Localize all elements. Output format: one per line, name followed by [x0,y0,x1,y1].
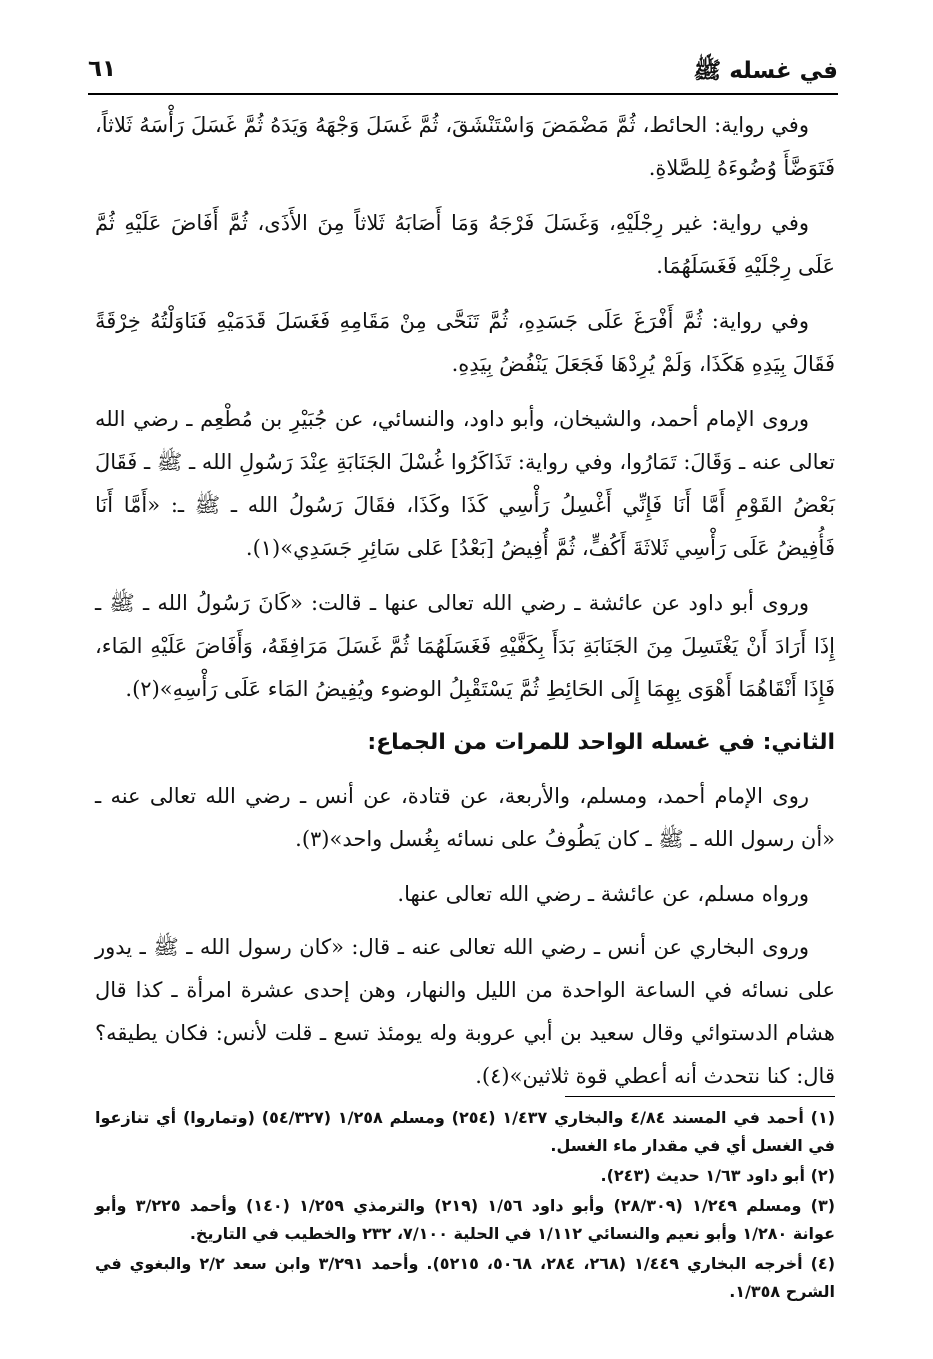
header-rule [88,93,838,95]
paragraph: وروى الإمام أحمد، والشيخان، وأبو داود، والنسائي، عن جُبَيْرِ بن مُطْعِم ـ رضي الله تعالى عنه ـ وَقَالَ: تَمَارُوا، وفي رواية: تَذَاكَرُوا غُسْلَ الجَنَابَةِ عِنْدَ رَسُولِ الله ـ ﷺ ـ فَقَالَ بَعْضُ القَوْمِ أَمَّا أَنَا فَإِنِّي أَغْسِلُ رَأْسِي كَذَا وكَذَا، فقَالَ رَسُولُ الله ـ ﷺ ـ: «أَمَّا أَنَا فَأُفِيضُ عَلَى رَأْسِي ثَلاثَةَ أَكُفٍّ، ثُمَّ أُفِيضُ [بَعْدُ] عَلى سَائِرِ جَسَدِي»(١). [95,407,835,560]
footnotes [95,1104,835,1308]
footnote: (٤) أخرجه البخاري ١/٤٤٩ (٢٦٨، ٢٨٤، ٥٠٦٨، ٥٢١٥). وأحمد ٣/٢٩١ وابن سعد ٢/٢ والبغوي في الشرح ١/٣٥٨. [95,1254,835,1301]
footnote: (٢) أبو داود ١/٦٣ حديث (٢٤٣). [600,1166,835,1185]
paragraph: وروى أبو داود عن عائشة ـ رضي الله تعالى عنها ـ قالت: «كَانَ رَسُولُ الله ـ ﷺ ـ إِذَا أَرَادَ أَنْ يَغْتَسِلَ مِنَ الجَنَابَةِ بَدَأَ بِكَفَّيْهِ فَغَسَلَهُمَا ثُمَّ غَسَلَ مَرَافِقَهُ، وَأَفَاضَ عَلَيْهِ المَاء، فَإِذَا أَنْقَاهُمَا أَهْوَى بِهِمَا إِلَى الحَائِطِ ثُمَّ يَسْتَقْبِلُ الوضوء ويُفِيضُ المَاء عَلَى رَأْسِهِ»(٢). [95,591,835,701]
footnote: (١) أحمد في المسند ٤/٨٤ والبخاري ١/٤٣٧ (٢٥٤) ومسلم ١/٢٥٨ (٥٤/٣٢٧) (وتماروا) أي تنازعوا في الغسل أي في مقدار ماء الغسل. [95,1108,836,1155]
main-text [95,104,835,1110]
footnote: (٣) ومسلم ١/٢٤٩ (٢٨/٣٠٩) وأبو داود ١/٥٦ (٢١٩) والترمذي ١/٢٥٩ (١٤٠) وأحمد ٣/٢٢٥ وأبو عوانة ١/٢٨٠ وأبو نعيم والنسائي ١/١١٢ في الحلية ٧/١٠٠، ٢٣٢ والخطيب في التاريخ. [95,1196,836,1243]
page-header [88,52,838,92]
paragraph: وفي رواية: ثُمَّ أَفْرَغَ عَلَى جَسَدِهِ، ثُمَّ تَنَحَّى مِنْ مَقَامِهِ فَغَسَلَ قَدَمَيْهِ فَنَاوَلْتُهُ خِرْقَةً فَقَالَ بِيَدِهِ هَكَذَا، وَلَمْ يُرِدْهَا فَجَعَلَ يَنْفُضُ بِيَدِهِ. [95,309,835,376]
paragraph: وروى البخاري عن أنس ـ رضي الله تعالى عنه ـ قال: «كان رسول الله ـ ﷺ ـ يدور على نسائه في الساعة الواحدة من الليل والنهار، وهن إحدى عشرة امرأة ـ كذا قال هشام الدستوائي وقال سعيد بن أبي عروبة وله يومئذ تسع ـ قلت لأنس: فكان يطيقه؟ قال: كنا نتحدث أنه أعطي قوة ثلاثين»(٤). [95,935,835,1088]
page-number: ٦١ [88,56,117,82]
paragraph: وفي رواية: غير رِجْلَيْهِ، وَغَسَلَ فَرْجَهُ وَمَا أَصَابَهُ ثَلاثاً مِنَ الأَذَى، ثُمَّ أَفَاضَ عَلَيْهِ ثُمَّ عَلَى رِجْلَيْهِ فَغَسَلَهُمَا. [95,211,835,278]
paragraph: روى الإمام أحمد، ومسلم، والأربعة، عن قتادة، عن أنس ـ رضي الله تعالى عنه ـ «أن رسول الله ـ ﷺ ـ كان يَطُوفُ على نسائه بِغُسل واحد»(٣). [95,784,835,851]
footnote-rule [565,1096,835,1097]
running-title: في غسله ﷺ [693,58,838,84]
paragraph: ورواه مسلم، عن عائشة ـ رضي الله تعالى عنها. [397,882,809,906]
paragraph: وفي رواية: الحائط، ثُمَّ مَضْمَضَ وَاسْتَنْشَقَ، ثُمَّ غَسَلَ وَجْهَهُ وَيَدَهُ ثُمَّ غَسَلَ رَأْسَهُ ثَلاثاً، فَتَوَضَّأَ وُضُوءَهُ لِلصَّلاةِ. [95,113,835,180]
section-heading: الثاني: في غسله الواحد للمرات من الجماع: [367,730,835,755]
